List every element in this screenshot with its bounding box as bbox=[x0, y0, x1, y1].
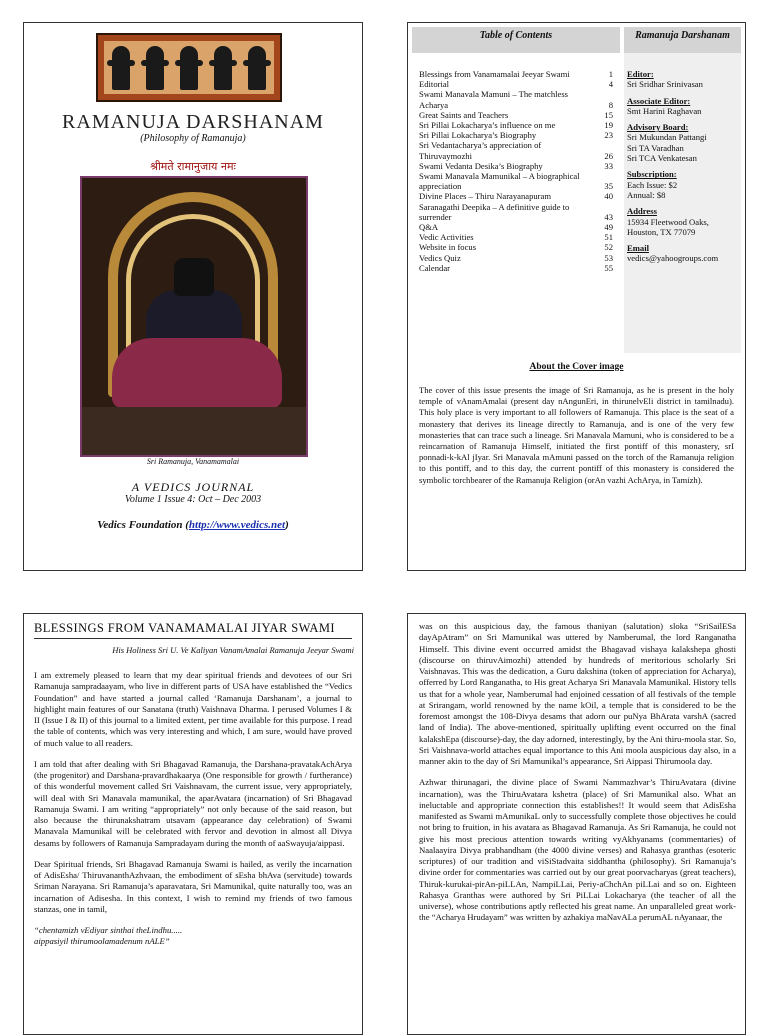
cover-page bbox=[23, 22, 363, 571]
verse-line: “chentamizh vEdiyar sinthai theLindhu..... bbox=[34, 925, 183, 935]
deity-icon bbox=[180, 46, 198, 90]
address-line: Houston, TX 77079 bbox=[627, 226, 696, 237]
toc-item[interactable] bbox=[419, 89, 613, 109]
toc-item-page: 49 bbox=[604, 222, 613, 233]
toc-item[interactable] bbox=[419, 120, 613, 130]
toc-item-title: Saranagathi Deepika – A definitive guide to surrender bbox=[419, 201, 570, 222]
continued-body bbox=[419, 621, 736, 934]
toc-item-page: 55 bbox=[604, 262, 613, 273]
journal-subtitle: (Philosophy of Ramanuja) bbox=[140, 133, 246, 144]
verse-line: aippasiyil thirumoolamadenum nALE” bbox=[34, 936, 170, 947]
paragraph: was on this auspicious day, the famous thaniyan (salutation) sloka “SriSailESa dayApAtram” on Sri Mamunikal was uttered by Namberumal, the lord Ranganatha Himself. This divine event occurred amidst the Bhagavad vishaya kalakshepa ghosti (discourse on thiruvAimozhi) attended by hundreds of meritorious scholarly Sri Vaishnavas. This was the dedication, a Guru dakshina (token of appreciation for Acharya), offerred by Lord Ranganatha, to His great Acharya Sri Manavala Mamunikal. History tells us that for a whole year, Namberumal had enjoined cessation of all festivals of the temple at Srirangam, world renowned by the name kOil, a temple that is considered to be the foremost amongst the 108-Divya desams that adorn our puNya BhArata varshA (sacred land of India). The above-mentioned, spiritually uplifting event occurred on the final kalakshEpa (discourse)-day, the day adorned, interestingly, by the Ani thiru-moola star. So, Sri Vaishnava-world attaches equal importance to this Ani moola auspicious day also, in a manner akin to the day of Sri Mamunikal’s appearance, Sri Aippasi Thirumoola day. bbox=[419, 621, 736, 766]
toc-item-title: Divine Places – Thiru Narayanapuram bbox=[419, 191, 552, 202]
advisory-board-label: Advisory Board: bbox=[627, 122, 689, 133]
photo-caption: Sri Ramanuja, Vanamamalai bbox=[146, 457, 240, 466]
toc-item[interactable] bbox=[419, 161, 613, 171]
paragraph: Azhwar thirunagari, the divine place of Swami Nammazhvar’s ThiruAvatara (divine incarnation), was the ThiruAvatara kshetra (place) of Sri Mamunikal also. What an ineluctable and appropriate connection this establishes!! It would seem that AdisEsha manifested as Swami mAmunikaL only to successfully complete those objectives he could not bring to fruition, in his avatara as Bhagavad Ramanuja. As Sri Ramanuja, he could not give his most precious attention towards writing vyAkhyanams (commentaries) of Naalaayira Divya prabhandham (the 4000 divine verses) and Rahasya granthas (esoteric scriptures) of our tradition and viSiStadvaita siddhantha (philosophy). Sri Ramanuja’s divine order for commentaries was carried out by our great poorvacharyas (great teachers), Thiruk-kurukai-pirAn-piLLAn, NampiLLai, Periy-aChchAn piLLai and so on. Eighteen Rahasya Granthas were authored by Sri PiLLai Lokacharya (the teacher of all the universe), whose contributions aptly reflected his great name. An unparalleled great work- the “Acharya Hrudayam” was written by azhakiya maNavALa perumAL nAyanaar, the bbox=[419, 777, 736, 923]
toc-item-title: Vedic Activities bbox=[419, 232, 474, 243]
idol-head bbox=[174, 258, 214, 296]
subscription-issue: Each Issue: $2 bbox=[627, 179, 678, 190]
deity-icon bbox=[248, 46, 266, 90]
toc-item-page: 8 bbox=[608, 99, 613, 110]
blessings-byline: His Holiness Sri U. Ve Kaliyan VanamAmalai Ramanuja Jeeyar Swami bbox=[112, 645, 354, 655]
toc-item-title: Website in focus bbox=[419, 242, 477, 253]
toc-item-page: 19 bbox=[604, 120, 613, 131]
toc-item-page: 52 bbox=[604, 242, 613, 253]
board-member: Sri TA Varadhan bbox=[627, 142, 684, 153]
address-line: 15934 Fleetwood Oaks, bbox=[627, 216, 709, 227]
contents-page bbox=[407, 22, 746, 571]
toc-item-title: Q&A bbox=[419, 222, 439, 233]
masthead bbox=[627, 69, 740, 264]
toc-item-page: 23 bbox=[604, 130, 613, 141]
subscription-annual: Annual: $8 bbox=[627, 189, 666, 200]
toc-heading: Table of Contents bbox=[412, 27, 620, 53]
toc-item-title: Swami Manavala Mamuni – The matchless Acharya bbox=[419, 89, 569, 110]
toc-item-title: Vedics Quiz bbox=[419, 252, 461, 263]
email-label: Email bbox=[627, 243, 649, 254]
toc-item-page: 4 bbox=[608, 79, 613, 90]
blessings-page bbox=[23, 613, 363, 1035]
board-member: Sri TCA Venkatesan bbox=[627, 153, 697, 164]
toc-item-page: 33 bbox=[604, 160, 613, 171]
toc-item[interactable] bbox=[419, 171, 613, 191]
toc-item-title: Blessings from Vanamamalai Jeeyar Swami bbox=[419, 69, 570, 79]
toc-item[interactable] bbox=[419, 222, 613, 232]
toc-item[interactable] bbox=[419, 69, 613, 79]
masthead-heading: Ramanuja Darshanam bbox=[624, 27, 741, 53]
editor-label: Editor: bbox=[627, 69, 654, 79]
toc-item[interactable] bbox=[419, 202, 613, 222]
toc-item[interactable] bbox=[419, 232, 613, 242]
toc-item-page: 35 bbox=[604, 181, 613, 192]
subscription-label: Subscription: bbox=[627, 169, 677, 180]
toc-item[interactable] bbox=[419, 263, 613, 273]
assoc-editor-label: Associate Editor: bbox=[627, 95, 691, 106]
blessings-heading: BLESSINGS FROM VANAMAMALAI JIYAR SWAMI bbox=[34, 621, 352, 639]
volume-info: Volume 1 Issue 4: Oct – Dec 2003 bbox=[124, 494, 262, 505]
foundation-link[interactable]: http://www.vedics.net bbox=[188, 519, 286, 531]
toc-item-page: 26 bbox=[604, 150, 613, 161]
toc-item-page: 53 bbox=[604, 252, 613, 263]
editor-name: Sri Sridhar Srinivasan bbox=[627, 79, 703, 90]
about-cover-heading: About the Cover image bbox=[529, 362, 624, 372]
toc-item-title: Sri Pillai Lokacharya’s influence on me bbox=[419, 120, 556, 131]
toc-list bbox=[419, 69, 613, 273]
toc-item[interactable] bbox=[419, 140, 613, 160]
sanskrit-invocation: श्रीमते रामानुजाय नमः bbox=[150, 160, 236, 173]
board-member: Sri Mukundan Pattangi bbox=[627, 132, 707, 143]
toc-item-title: Swami Vedanta Desika’s Biography bbox=[419, 160, 543, 171]
toc-item-page: 51 bbox=[604, 232, 613, 243]
toc-item-title: Great Saints and Teachers bbox=[419, 109, 509, 120]
continued-page bbox=[407, 613, 746, 1035]
toc-item-title: Editorial bbox=[419, 79, 450, 90]
toc-item-title: Sri Pillai Lokacharya’s Biography bbox=[419, 130, 537, 141]
deity-icon bbox=[112, 46, 130, 90]
foundation-close: ) bbox=[285, 519, 289, 531]
blessings-body bbox=[34, 670, 352, 948]
toc-item[interactable] bbox=[419, 191, 613, 201]
address-label: Address bbox=[627, 206, 657, 217]
toc-item-title: Calendar bbox=[419, 262, 451, 273]
deity-icon bbox=[214, 46, 232, 90]
paragraph: I am extremely pleased to learn that my dear spiritual friends and devotees of our Sri Ramanuja sampradaayam, who live in different parts of USA have established the “Vedics Foundation” and have started a journal called ‘Ramanuja Darshanam’, a journal to highlight main features of our Sanatana (truth) Vaishnava Dharma. I perused Volumes I & II (Issue I & II) of this journal to a limited extent, per time available for this purpose. I read the table of contents, which was very interesting and which, I am sure, would have proved of much value to all readers. bbox=[34, 670, 352, 748]
toc-item-page: 15 bbox=[604, 109, 613, 120]
toc-item[interactable] bbox=[419, 79, 613, 89]
foundation-name: Vedics Foundation ( bbox=[97, 519, 189, 531]
journal-label: A VEDICS JOURNAL bbox=[131, 480, 255, 494]
about-cover-text: The cover of this issue presents the image of Sri Ramanuja, as he is present in the holy temple of vAnamAmalai (present day nAngunEri, in thirunelvEli district in tamilnadu). This holy place is very important to all followers of Ramanuja. This place is the seat of a monastery that derives its lineage directly to Ramanuja, and is one of the very few monasteries that can trace such a lineage. Sri Manavala Mamuni, who is considered to be a reincarnation of Ramanuja Himself, initiated the first pontiff of this monastery, srI ponnadi-k-kAl jIyar. Sri Manavala mAmuni passed on the torch of the Ramanuja religion to this pontiff, and to this day, the current pontiff of this monastery is considered the symbolic torchbearer of the Ramanuja Religion (orAn vazhi AchArya, in Tamizh). bbox=[419, 385, 734, 485]
paragraph: Dear Spiritual friends, Sri Bhagavad Ramanuja Swami is hailed, as verily the incarnation of AdisEsha/ ThiruvananthAzhvaan, the embodiment of sEsha bhAva (servitude) towards Sriman Narayana. Sri Ramanuja’s aparavatara, Sri Mamunikal, quite naturally too, was an incarnation of Adisesha. In this context, I wish to remind my friends of two famous stanzas, one in tamil, bbox=[34, 858, 352, 914]
toc-item-page: 40 bbox=[604, 191, 613, 202]
idol-robe bbox=[112, 338, 282, 408]
toc-item-title: Swami Manavala Mamunikal – A biographical appreciation bbox=[419, 171, 580, 192]
toc-item[interactable] bbox=[419, 110, 613, 120]
cover-photo bbox=[80, 176, 308, 457]
paragraph: I am told that after dealing with Sri Bhagavad Ramanuja, the Darshana-pravatakAchArya (the progenitor) and Darshana-pravardhakaarya (One responsible for growth / furtherance) of this wonderful movement called Sri Vaishnavam, the current issue, very appropriately, will deal with Sri Manavala mamunikal, the aparAvatara (incarnation) of Sri Bhagavad Ramanuja Swami. I am writing “appropriately” not only because of the said reason, but also because the thirunakshatram utsavam (appearance day celebration) of Swami Manavala Mamunikal will be celebrated with fervor and devotion in almost all Divya desams by followers of Ramanuja Sampradayam during the month of aaSwayuja/aippasi. bbox=[34, 758, 352, 848]
toc-item[interactable] bbox=[419, 253, 613, 263]
toc-item[interactable] bbox=[419, 242, 613, 252]
toc-item-page: 43 bbox=[604, 211, 613, 222]
email-address[interactable]: vedics@yahoogroups.com bbox=[627, 253, 719, 264]
idol-base bbox=[82, 407, 306, 455]
foundation-line bbox=[24, 519, 362, 531]
assoc-editor-name: Smt Harini Raghavan bbox=[627, 105, 702, 116]
toc-item-title: Sri Vedantacharya’s appreciation of Thiruvaymozhi bbox=[419, 140, 542, 161]
toc-item[interactable] bbox=[419, 130, 613, 140]
deity-icon bbox=[146, 46, 164, 90]
journal-title: RAMANUJA DARSHANAM bbox=[62, 111, 324, 133]
toc-item-page: 1 bbox=[608, 69, 613, 79]
deity-banner-image bbox=[96, 33, 282, 102]
